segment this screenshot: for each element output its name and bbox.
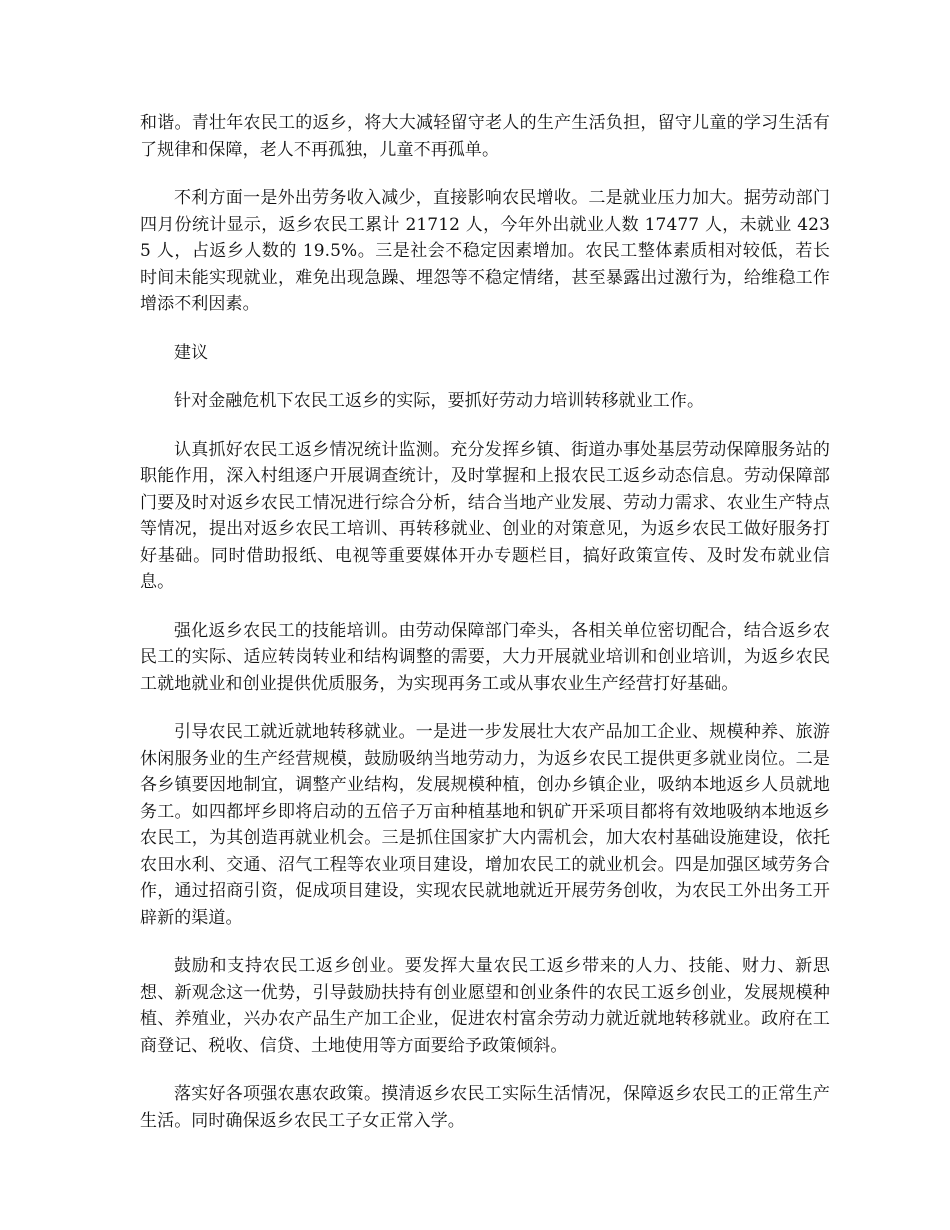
- section-heading-suggestions: 建议: [174, 342, 209, 363]
- paragraph-intro: 针对金融危机下农民工返乡的实际，要抓好劳动力培训转移就业工作。: [174, 391, 705, 411]
- paragraph-policies: 落实好各项强农惠农政策。摸清返乡农民工实际生活情况，保障返乡农民工的正常生产生活。同时确保返乡农民工子女正常入学。: [140, 1084, 830, 1131]
- document-page: [140, 110, 830, 1156]
- paragraph-monitoring: 认真抓好农民工返乡情况统计监测。充分发挥乡镇、街道办事处基层劳动保障服务站的职能作用，深入村组逐户开展调查统计，及时掌握和上报农民工返乡动态信息。劳动保障部门要及时对返乡农民工情况进行综合分析，结合当地产业发展、劳动力需求、农业生产特点等情况，提出对返乡农民工培训、再转移就业、创业的对策意见，为返乡农民工做好服务打好基础。同时借助报纸、电视等重要媒体开办专题栏目，搞好政策宣传、及时发布就业信息。: [140, 439, 830, 592]
- paragraph-continuation: 和谐。青壮年农民工的返乡，将大大减轻留守老人的生产生活负担，留守儿童的学习生活有了规律和保障，老人不再孤独，儿童不再孤单。: [140, 113, 830, 160]
- paragraph-local-employment: 引导农民工就近就地转移就业。一是进一步发展壮大农产品加工企业、规模种养、旅游休闲服务业的生产经营规模，鼓励吸纳当地劳动力，为返乡农民工提供更多就业岗位。二是各乡镇要因地制宜，调整产业结构，发展规模种植，创办乡镇企业，吸纳本地返乡人员就地务工。如四都坪乡即将启动的五倍子万亩种植基地和钒矿开采项目都将有效地吸纳本地返乡农民工，为其创造再就业机会。三是抓住国家扩大内需机会，加大农村基础设施建设，依托农田水利、交通、沼气工程等农业项目建设，增加农民工的就业机会。四是加强区域劳务合作，通过招商引资，促成项目建设，实现农民就地就近开展劳务创收，为农民工外出务工开辟新的渠道。: [140, 722, 830, 928]
- paragraph-entrepreneurship: 鼓励和支持农民工返乡创业。要发挥大量农民工返乡带来的人力、技能、财力、新思想、新观念这一优势，引导鼓励扶持有创业愿望和创业条件的农民工返乡创业，发展规模种植、养殖业，兴办农产品生产加工企业，促进农村富余劳动力就近就地转移就业。政府在工商登记、税收、信贷、土地使用等方面要给予政策倾斜。: [140, 956, 830, 1056]
- paragraph-disadvantages: 不利方面一是外出劳务收入减少，直接影响农民增收。二是就业压力加大。据劳动部门四月份统计显示，返乡农民工累计 21712 人，今年外出就业人数 17477 人，未就业 4235 人，占返乡人数的 19.5%。三是社会不稳定因素增加。农民工整体素质相对较低，若长时间未能实现就业，难免出现急躁、埋怨等不稳定情绪，甚至暴露出过激行为，给维稳工作增添不利因素。: [140, 188, 830, 314]
- paragraph-training: 强化返乡农民工的技能培训。由劳动保障部门牵头，各相关单位密切配合，结合返乡农民工的实际、适应转岗转业和结构调整的需要，大力开展就业培训和创业培训，为返乡农民工就地就业和创业提供优质服务，为实现再务工或从事农业生产经营打好基础。: [140, 620, 830, 694]
